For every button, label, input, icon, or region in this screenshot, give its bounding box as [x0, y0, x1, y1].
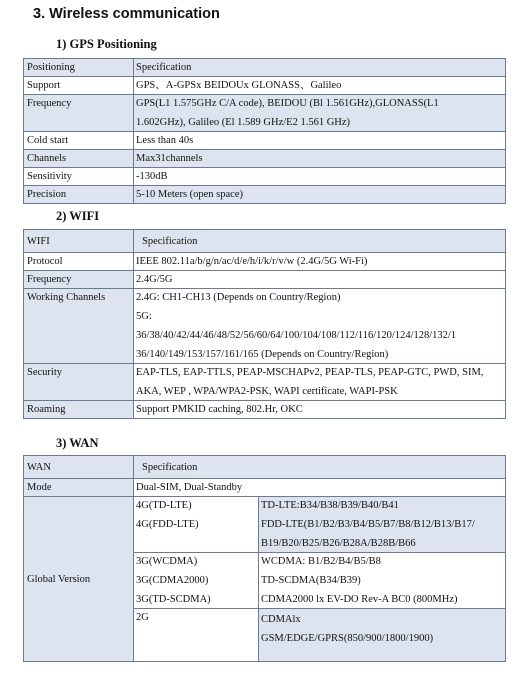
row-label: Security — [24, 364, 134, 401]
row-value — [134, 364, 506, 401]
band-item: 2G — [136, 612, 149, 623]
band-item: 4G(FDD-LTE) — [136, 519, 199, 530]
table-row — [24, 77, 506, 95]
header-cell: Positioning — [24, 59, 134, 77]
row-value: 5-10 Meters (open space) — [134, 186, 506, 204]
band-item: 3G(WCDMA) — [136, 556, 198, 567]
table-row — [24, 186, 506, 204]
row-value — [134, 95, 506, 132]
value-line: EAP-TLS, EAP-TTLS, PEAP-MSCHAPv2, PEAP-TLS, PEAP-GTC, PWD, SIM, — [136, 367, 484, 378]
row-label: Global Version — [24, 497, 134, 662]
wan-table — [23, 455, 506, 662]
header-cell: WIFI — [24, 230, 134, 253]
row-label: Mode — [24, 479, 134, 497]
table-row — [24, 150, 506, 168]
row-value: GPS、A-GPSx BEIDOUx GLONASS、Galileo — [134, 77, 506, 95]
row-label: Precision — [24, 186, 134, 204]
value-line: 36/38/40/42/44/46/48/52/56/60/64/100/104/108/112/116/120/124/128/132/1 — [136, 330, 457, 341]
header-cell: WAN — [24, 456, 134, 479]
table-row — [24, 497, 506, 553]
header-cell: Specification — [134, 456, 506, 479]
band-list — [134, 609, 259, 662]
detail-line: TD-SCDMA(B34/B39) — [261, 575, 361, 586]
detail-line: CDMA2000 lx EV-DO Rev-A BC0 (800MHz) — [261, 594, 458, 605]
table-header-row — [24, 230, 506, 253]
value-line: AKA, WEP , WPA/WPA2-PSK, WAPI certificate, WAPI-PSK — [136, 386, 398, 397]
row-label: Protocol — [24, 253, 134, 271]
table-row — [24, 253, 506, 271]
value-line: GPS(L1 1.575GHz C/A code), BEIDOU (Bl 1.561GHz),GLONASS(L1 — [136, 98, 439, 109]
band-item: 3G(CDMA2000) — [136, 575, 209, 586]
band-list — [134, 497, 259, 553]
band-details — [259, 609, 506, 662]
row-label: Sensitivity — [24, 168, 134, 186]
value-line: 36/140/149/153/157/161/165 (Depends on Country/Region) — [136, 349, 389, 360]
row-label: Roaming — [24, 401, 134, 419]
detail-line: CDMAlx — [261, 614, 301, 625]
wan-title: 3) WAN — [56, 436, 99, 450]
gps-table — [23, 58, 506, 204]
table-row — [24, 168, 506, 186]
row-label: Frequency — [24, 271, 134, 289]
table-header-row — [24, 59, 506, 77]
row-value: Support PMKID caching, 802.Hr, OKC — [134, 401, 506, 419]
row-label: Working Channels — [24, 289, 134, 364]
header-cell: Specification — [134, 230, 506, 253]
header-cell: Specification — [134, 59, 506, 77]
row-label: Channels — [24, 150, 134, 168]
detail-line: TD-LTE:B34/B38/B39/B40/B41 — [261, 500, 399, 511]
wifi-table — [23, 229, 506, 419]
row-value — [134, 289, 506, 364]
band-details — [259, 553, 506, 609]
band-list — [134, 553, 259, 609]
gps-title: 1) GPS Positioning — [56, 37, 157, 51]
row-value: Less than 40s — [134, 132, 506, 150]
table-row — [24, 95, 506, 132]
value-line: 1.602GHz), Galileo (El 1.589 GHz/E2 1.561 GHz) — [136, 117, 351, 128]
row-value: 2.4G/5G — [134, 271, 506, 289]
band-details — [259, 497, 506, 553]
section-title: 3. Wireless communication — [33, 6, 220, 22]
row-value: -130dB — [134, 168, 506, 186]
value-line: 5G: — [136, 311, 152, 322]
table-header-row — [24, 456, 506, 479]
row-value: Dual-SIM, Dual-Standby — [134, 479, 506, 497]
row-label: Support — [24, 77, 134, 95]
detail-line: GSM/EDGE/GPRS(850/900/1800/1900) — [261, 633, 434, 644]
row-value: Max31channels — [134, 150, 506, 168]
table-row — [24, 479, 506, 497]
table-row — [24, 289, 506, 364]
wifi-title: 2) WIFI — [56, 209, 100, 223]
detail-line: B19/B20/B25/B26/B28A/B28B/B66 — [261, 538, 416, 549]
table-row — [24, 401, 506, 419]
table-row — [24, 364, 506, 401]
band-item: 3G(TD-SCDMA) — [136, 594, 211, 605]
detail-line: FDD-LTE(B1/B2/B3/B4/B5/B7/B8/B12/B13/B17/ — [261, 519, 475, 530]
value-line: 2.4G: CH1-CH13 (Depends on Country/Region) — [136, 292, 341, 303]
detail-line: WCDMA: B1/B2/B4/B5/B8 — [261, 556, 381, 567]
row-label: Frequency — [24, 95, 134, 132]
row-label: Cold start — [24, 132, 134, 150]
table-row — [24, 271, 506, 289]
table-row — [24, 132, 506, 150]
row-value: IEEE 802.11a/b/g/n/ac/d/e/h/i/k/r/v/w (2.4G/5G Wi-Fi) — [134, 253, 506, 271]
band-item: 4G(TD-LTE) — [136, 500, 192, 511]
